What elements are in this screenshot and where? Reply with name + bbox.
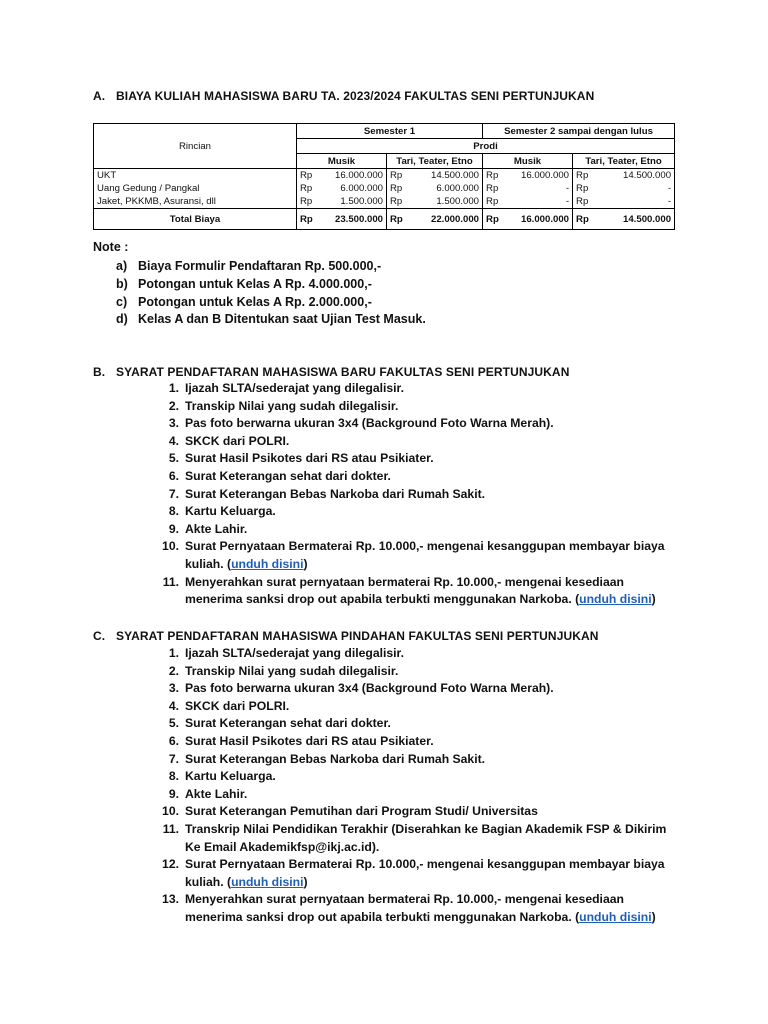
item-text: Surat Hasil Psikotes dari RS atau Psikiater.: [185, 733, 434, 748]
fee-table: [93, 123, 675, 230]
list-item: [155, 891, 675, 926]
program-header: Tari, Teater, Etno: [573, 154, 675, 169]
item-text: Surat Keterangan Bebas Narkoba dari Rumah Sakit.: [185, 751, 486, 766]
list-item: [155, 733, 675, 751]
value-cell: 1.500.000: [319, 195, 387, 209]
notes-list: [116, 258, 426, 329]
row-label: Jaket, PKKMB, Asuransi, dll: [94, 195, 297, 209]
item-number: 1.: [168, 646, 179, 660]
item-text: Surat Pernyataan Bermaterai Rp. 10.000,- mengenai kesanggupan membayar biaya kuliah. (: [185, 539, 665, 571]
item-text: Pas foto berwarna ukuran 3x4 (Background Foto Warna Merah).: [185, 681, 554, 696]
semester2-header: Semester 2 sampai dengan lulus: [483, 124, 675, 139]
list-item: [155, 380, 675, 398]
item-number: 8.: [168, 769, 179, 784]
list-item: [155, 538, 675, 573]
currency-cell: Rp: [387, 195, 409, 209]
total-value: 22.000.000: [409, 209, 483, 230]
section-b-title: SYARAT PENDAFTARAN MAHASISWA BARU FAKULTAS SENI PERTUNJUKAN: [116, 365, 570, 379]
section-a-heading: [93, 89, 594, 103]
value-cell: 14.500.000: [409, 169, 483, 183]
download-link[interactable]: unduh disini: [231, 874, 304, 889]
item-text-end: ): [651, 592, 656, 607]
value-cell: 14.500.000: [595, 169, 675, 183]
list-item: [155, 503, 675, 521]
item-number: 5.: [168, 451, 179, 466]
list-item: [155, 715, 675, 733]
item-text: Transkip Nilai yang sudah dilegalisir.: [185, 398, 399, 413]
item-text: Surat Keterangan sehat dari dokter.: [185, 716, 391, 731]
currency-cell: Rp: [573, 182, 595, 195]
total-value: 14.500.000: [595, 209, 675, 230]
note-text: Biaya Formulir Pendaftaran Rp. 500.000,-: [138, 259, 382, 273]
list-item: [155, 433, 675, 451]
total-value: 23.500.000: [319, 209, 387, 230]
list-item: [155, 698, 675, 716]
currency-cell: Rp: [483, 169, 505, 183]
currency-cell: Rp: [297, 195, 319, 209]
list-item: [155, 768, 675, 786]
value-cell: 16.000.000: [505, 169, 573, 183]
item-text: SKCK dari POLRI.: [185, 698, 290, 713]
program-header: Musik: [297, 154, 387, 169]
item-number: 9.: [168, 786, 179, 801]
program-header: Tari, Teater, Etno: [387, 154, 483, 169]
section-c-title: SYARAT PENDAFTARAN MAHASISWA PINDAHAN FAKULTAS SENI PERTUNJUKAN: [116, 629, 599, 643]
requirements-list-new: [155, 380, 675, 609]
list-item: [116, 294, 426, 312]
table-row: [94, 182, 675, 195]
value-cell: -: [595, 195, 675, 209]
note-marker: c): [116, 294, 128, 309]
item-text: Transkrip Nilai Pendidikan Terakhir (Diserahkan ke Bagian Akademik FSP & Dikirim Ke Email Akademikfsp@ikj.ac.id).: [185, 821, 667, 854]
value-cell: 6.000.000: [319, 182, 387, 195]
item-text: Surat Keterangan sehat dari dokter.: [185, 468, 391, 483]
value-cell: -: [505, 182, 573, 195]
currency-cell: Rp: [387, 182, 409, 195]
list-item: [116, 276, 426, 294]
currency-cell: Rp: [483, 209, 505, 230]
list-item: [155, 645, 675, 663]
item-number: 6.: [168, 733, 179, 748]
list-item: [155, 856, 675, 891]
item-number: 5.: [168, 716, 179, 731]
currency-cell: Rp: [297, 209, 319, 230]
section-b-letter: B.: [93, 365, 106, 379]
download-link[interactable]: unduh disini: [231, 556, 304, 571]
item-number: 11.: [162, 821, 179, 836]
program-header: Musik: [483, 154, 573, 169]
section-a-letter: A.: [93, 89, 106, 103]
item-number: 7.: [168, 486, 179, 501]
item-text: Ijazah SLTA/sederajat yang dilegalisir.: [185, 381, 404, 395]
list-item: [155, 803, 675, 821]
item-text: Transkip Nilai yang sudah dilegalisir.: [185, 663, 399, 678]
item-text: Menyerahkan surat pernyataan bermaterai Rp. 10.000,- mengenai kesediaan menerima sanksi drop out apabila terbukti menggunakan Narkoba. (: [185, 892, 624, 924]
note-marker: b): [116, 276, 128, 291]
item-number: 7.: [168, 751, 179, 766]
currency-cell: Rp: [297, 169, 319, 183]
list-item: [155, 486, 675, 504]
list-item: [155, 751, 675, 769]
download-link[interactable]: unduh disini: [579, 909, 652, 924]
prodi-header: Prodi: [297, 139, 675, 154]
item-number: 4.: [168, 433, 179, 448]
item-text: SKCK dari POLRI.: [185, 433, 290, 448]
item-number: 2.: [168, 663, 179, 678]
item-text: Pas foto berwarna ukuran 3x4 (Background Foto Warna Merah).: [185, 416, 554, 431]
table-row: [94, 169, 675, 183]
item-text: Surat Pernyataan Bermaterai Rp. 10.000,- mengenai kesanggupan membayar biaya kuliah. (: [185, 857, 665, 889]
list-item: [155, 680, 675, 698]
item-text-end: ): [651, 909, 656, 924]
list-item: [155, 415, 675, 433]
currency-cell: Rp: [573, 169, 595, 183]
note-text: Kelas A dan B Ditentukan saat Ujian Test Masuk.: [138, 312, 426, 327]
note-marker: d): [116, 312, 128, 327]
value-cell: 16.000.000: [319, 169, 387, 183]
table-row: [94, 195, 675, 209]
list-item: [155, 468, 675, 486]
list-item: [116, 311, 426, 329]
currency-cell: Rp: [483, 182, 505, 195]
item-number: 2.: [168, 398, 179, 413]
item-number: 11.: [162, 574, 179, 589]
item-number: 3.: [168, 416, 179, 431]
item-number: 13.: [162, 892, 179, 907]
note-text: Potongan untuk Kelas A Rp. 2.000.000,-: [138, 294, 372, 309]
list-item: [155, 821, 675, 856]
value-cell: 6.000.000: [409, 182, 483, 195]
list-item: [155, 663, 675, 681]
download-link[interactable]: unduh disini: [579, 592, 652, 607]
item-text: Akte Lahir.: [185, 521, 248, 536]
currency-cell: Rp: [573, 209, 595, 230]
value-cell: -: [505, 195, 573, 209]
section-c-letter: C.: [93, 629, 106, 643]
row-label: UKT: [94, 169, 297, 183]
currency-cell: Rp: [387, 169, 409, 183]
item-number: 9.: [168, 521, 179, 536]
item-number: 1.: [168, 381, 179, 395]
section-a-title: BIAYA KULIAH MAHASISWA BARU TA. 2023/2024 FAKULTAS SENI PERTUNJUKAN: [116, 89, 595, 103]
total-label: Total Biaya: [94, 209, 297, 230]
list-item: [155, 450, 675, 468]
item-number: 8.: [168, 504, 179, 519]
item-number: 3.: [168, 681, 179, 696]
currency-cell: Rp: [387, 209, 409, 230]
currency-cell: Rp: [573, 195, 595, 209]
section-b-heading: [93, 365, 569, 379]
list-item: [155, 398, 675, 416]
list-item: [155, 574, 675, 609]
list-item: [155, 521, 675, 539]
note-marker: a): [116, 259, 128, 273]
item-number: 4.: [168, 698, 179, 713]
item-number: 10.: [162, 804, 179, 819]
item-text-end: ): [303, 556, 308, 571]
note-text: Potongan untuk Kelas A Rp. 4.000.000,-: [138, 276, 372, 291]
item-text: Surat Hasil Psikotes dari RS atau Psikiater.: [185, 451, 434, 466]
item-number: 10.: [162, 539, 179, 554]
item-text: Kartu Keluarga.: [185, 504, 276, 519]
semester1-header: Semester 1: [297, 124, 483, 139]
list-item: [116, 258, 426, 276]
currency-cell: Rp: [297, 182, 319, 195]
value-cell: 1.500.000: [409, 195, 483, 209]
requirements-list-transfer: [155, 645, 675, 927]
item-text: Menyerahkan surat pernyataan bermaterai Rp. 10.000,- mengenai kesediaan menerima sanksi drop out apabila terbukti menggunakan Narkoba. (: [185, 574, 624, 607]
item-number: 6.: [168, 468, 179, 483]
item-text: Surat Keterangan Pemutihan dari Program Studi/ Universitas: [185, 804, 538, 819]
rincian-header: Rincian: [94, 124, 297, 169]
item-number: 12.: [162, 857, 179, 872]
value-cell: -: [595, 182, 675, 195]
item-text-end: ): [303, 874, 308, 889]
item-text: Kartu Keluarga.: [185, 769, 276, 784]
section-c-heading: [93, 629, 599, 643]
item-text: Akte Lahir.: [185, 786, 248, 801]
total-value: 16.000.000: [505, 209, 573, 230]
list-item: [155, 786, 675, 804]
item-text: Ijazah SLTA/sederajat yang dilegalisir.: [185, 646, 404, 660]
note-label: Note :: [93, 240, 129, 254]
currency-cell: Rp: [483, 195, 505, 209]
total-row: [94, 209, 675, 230]
row-label: Uang Gedung / Pangkal: [94, 182, 297, 195]
item-text: Surat Keterangan Bebas Narkoba dari Rumah Sakit.: [185, 486, 486, 501]
